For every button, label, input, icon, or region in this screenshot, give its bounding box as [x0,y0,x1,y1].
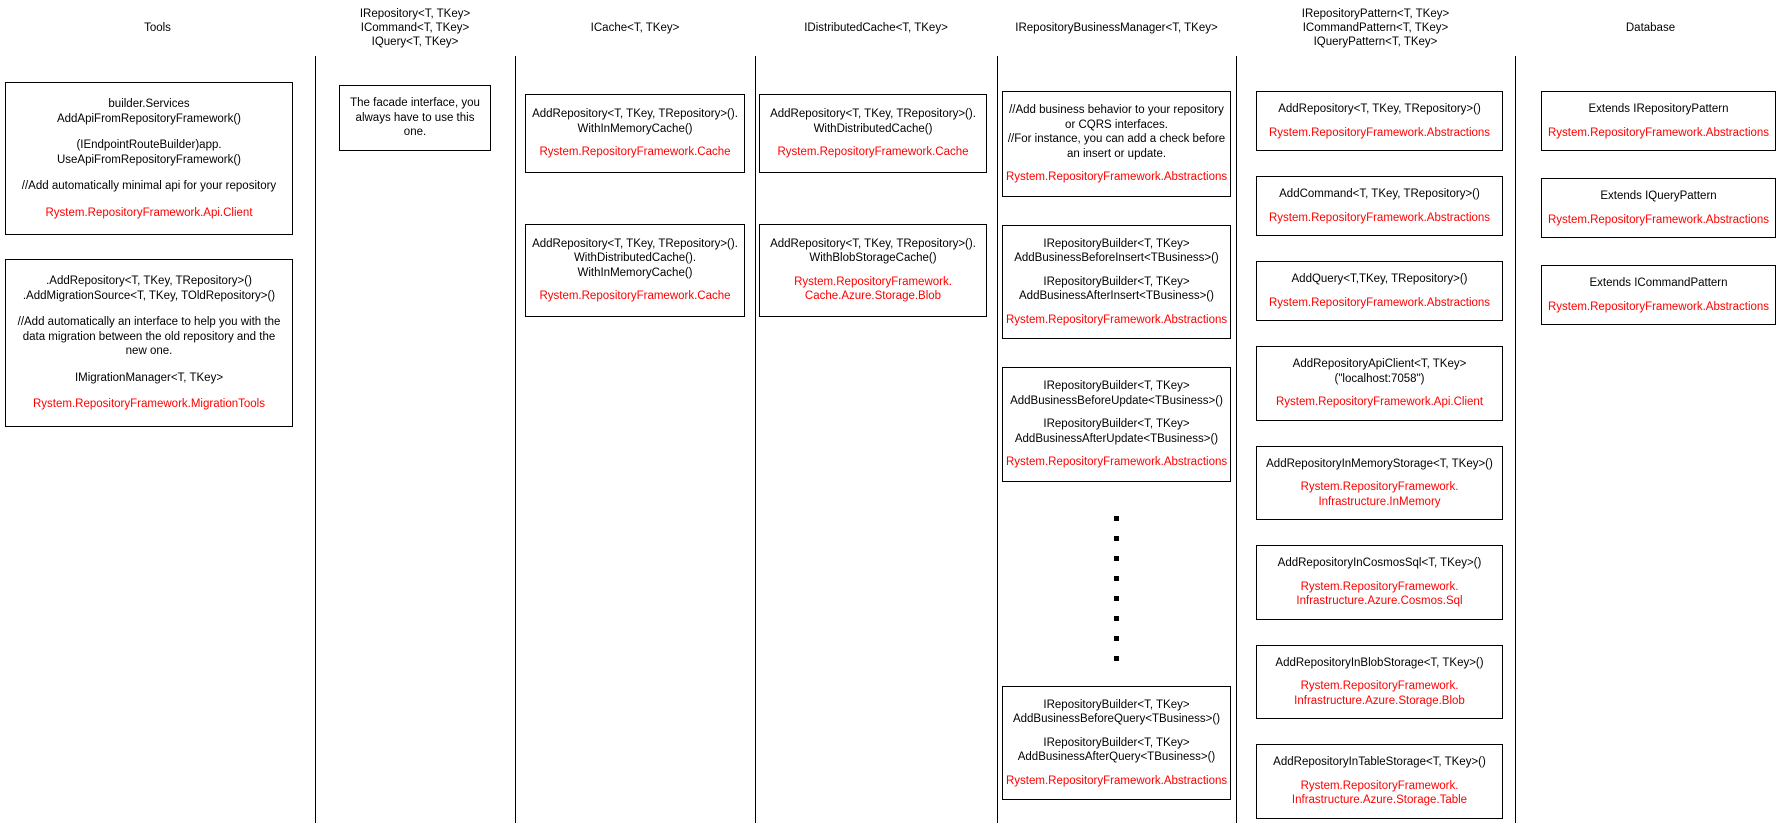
spacer [1006,727,1227,736]
code-line: AddRepository<T, TKey, TRepository>(). [532,108,738,120]
spacer [1261,202,1498,211]
column-header-line: IDistributedCache<T, TKey> [804,22,948,34]
code-line: IRepositoryBuilder<T, TKey> [1043,418,1190,430]
code-line: AddRepositoryInMemoryStorage<T, TKey>() [1266,457,1493,470]
column-body-repository-facade [315,62,515,151]
code-line: //Add automatically an interface to help you with the data migration between the old repository and the new one. [17,316,281,357]
namespace-label: Infrastructure.Azure.Storage.Blob [1294,694,1465,707]
code-line: IRepositoryBuilder<T, TKey> [1043,698,1190,711]
column-header-line: Tools [144,22,171,34]
code-line: WithInMemoryCache() [577,266,693,279]
diagram-box [1256,645,1503,720]
code-line: AddCommand<T, TKey, TRepository>() [1279,188,1480,200]
spacer [12,385,286,397]
vertical-dots-ellipsis [1114,516,1119,666]
namespace-label: Rystem.RepositoryFramework.Abstractions [1006,774,1228,787]
code-line: AddBusinessAfterInsert<TBusiness>() [1019,290,1214,302]
column-header-line: IRepositoryBusinessManager<T, TKey> [1015,22,1218,34]
code-line: Extends IQueryPattern [1600,190,1717,202]
diagram-box [5,82,293,235]
diagram-box [1256,91,1503,151]
namespace-label: Rystem.RepositoryFramework. [1300,481,1459,493]
column-repository-facade [315,0,515,837]
code-line: builder.Services [108,98,190,110]
diagram-box [339,85,491,151]
diagram-box [525,94,745,173]
column-distributed-cache [755,0,997,837]
spacer [12,126,286,138]
code-line: The facade interface, you always have to use this one. [350,97,480,138]
spacer [1006,304,1227,313]
column-pattern [1236,0,1515,837]
diagram-box [1256,446,1503,521]
diagram-box [1256,346,1503,421]
code-line: ("localhost:7058") [1334,372,1425,385]
column-header-line: ICommandPattern<T, TKey> [1302,22,1449,34]
code-line: IRepositoryBuilder<T, TKey> [1043,275,1190,288]
code-line: //Add business behavior to your repository or CQRS interfaces. [1009,104,1224,131]
code-line: AddBusinessAfterUpdate<TBusiness>() [1014,432,1219,445]
spacer [1546,204,1771,213]
column-header-database [1515,0,1786,62]
diagram-box [1256,545,1503,620]
diagram-box [1002,686,1231,801]
namespace-label: Infrastructure.Azure.Storage.Table [1291,794,1468,806]
code-line: AddRepositoryInBlobStorage<T, TKey>() [1275,656,1484,669]
column-header-tools [0,0,315,62]
code-line: .AddMigrationSource<T, TKey, TOldRepository>() [22,289,276,302]
column-header-repository-facade [315,0,515,62]
namespace-label: Rystem.RepositoryFramework.Abstractions [1547,213,1770,226]
column-header-pattern [1236,0,1515,62]
column-body-pattern [1236,62,1515,819]
code-line: .AddRepository<T, TKey, TRepository>() [46,275,252,287]
code-line: Extends ICommandPattern [1589,277,1728,289]
code-line: AddRepository<T, TKey, TRepository>() [1278,103,1481,115]
spacer [764,266,982,275]
spacer [12,167,286,179]
column-body-database [1515,62,1786,325]
namespace-label: Rystem.RepositoryFramework.Cache [777,146,969,158]
diagram-box [759,94,987,173]
spacer [530,280,740,289]
spacer [1261,471,1498,480]
namespace-label: Rystem.RepositoryFramework.Api.Client [45,206,253,219]
code-line: AddBusinessBeforeUpdate<TBusiness>() [1010,394,1223,407]
diagram-box [1002,91,1231,197]
code-line: //For instance, you can add a check before an insert or update. [1007,133,1226,160]
column-header-line: ICache<T, TKey> [590,22,680,34]
spacer [1261,117,1498,126]
code-line: IMigrationManager<T, TKey> [74,371,224,384]
namespace-label: Rystem.RepositoryFramework.Abstractions [1006,171,1228,183]
code-line: AddQuery<T,TKey, TRepository>() [1291,273,1468,285]
spacer [12,194,286,206]
diagram-box [525,224,745,317]
spacer [12,303,286,315]
code-line: IRepositoryBuilder<T, TKey> [1043,736,1190,749]
namespace-label: Rystem.RepositoryFramework.Cache [539,146,731,158]
diagram-box [1541,265,1776,325]
spacer [1006,765,1227,774]
namespace-label: Rystem.RepositoryFramework.Abstractions [1547,300,1770,313]
spacer [1546,291,1771,300]
code-line: WithDistributedCache() [813,122,933,135]
code-line: AddRepository<T, TKey, TRepository>(). [770,237,976,250]
diagram-box [759,224,987,317]
namespace-label: Rystem.RepositoryFramework. [1300,779,1459,792]
spacer [1261,770,1498,779]
spacer [1546,117,1771,126]
spacer [1261,670,1498,679]
namespace-label: Rystem.RepositoryFramework. [794,275,952,288]
code-line: WithDistributedCache(). [573,252,697,264]
spacer [1006,161,1227,170]
column-body-cache [515,62,755,317]
code-line: AddRepository<T, TKey, TRepository>(). [532,237,738,250]
namespace-label: Rystem.RepositoryFramework.Abstractions [1006,313,1228,326]
column-header-line: ICommand<T, TKey> [360,22,470,34]
spacer [530,136,740,145]
code-line: //Add automatically minimal api for your repository [21,180,277,192]
spacer [1006,266,1227,275]
column-business-manager [997,0,1236,837]
spacer [12,359,286,371]
namespace-label: Rystem.RepositoryFramework.Abstractions [1268,211,1491,224]
code-line: AddApiFromRepositoryFramework() [56,112,242,125]
column-header-line: IQuery<T, TKey> [371,36,459,48]
spacer [764,136,982,145]
column-header-line: IQueryPattern<T, TKey> [1313,36,1438,48]
namespace-label: Rystem.RepositoryFramework. [1300,580,1459,593]
diagram-box [1541,91,1776,151]
diagram-box [5,259,293,427]
code-line: AddRepository<T, TKey, TRepository>(). [770,108,976,120]
code-line: (IEndpointRouteBuilder)app. [76,139,222,151]
namespace-label: Rystem.RepositoryFramework.Api.Client [1275,396,1484,408]
code-line: WithInMemoryCache() [577,122,693,135]
spacer [1261,386,1498,395]
code-line: IRepositoryBuilder<T, TKey> [1043,380,1190,392]
column-header-business-manager [997,0,1236,62]
namespace-label: Infrastructure.Azure.Cosmos.Sql [1296,595,1463,607]
column-header-line: Database [1625,22,1676,34]
spacer [1261,571,1498,580]
diagram-box [1002,367,1231,482]
namespace-label: Rystem.RepositoryFramework.Abstractions [1006,456,1228,468]
column-header-line: IRepository<T, TKey> [359,8,471,20]
namespace-label: Rystem.RepositoryFramework.MigrationTools [33,398,265,410]
column-header-distributed-cache [755,0,997,62]
diagram-box [1541,178,1776,238]
column-database [1515,0,1786,837]
namespace-label: Rystem.RepositoryFramework.Abstractions [1268,126,1491,139]
code-line: UseApiFromRepositoryFramework() [56,153,242,166]
namespace-label: Infrastructure.InMemory [1318,495,1441,508]
spacer [1006,408,1227,417]
code-line: Extends IRepositoryPattern [1588,103,1729,115]
column-body-distributed-cache [755,62,997,317]
namespace-label: Rystem.RepositoryFramework.Abstractions [1547,126,1770,139]
code-line: AddBusinessBeforeQuery<TBusiness>() [1012,713,1221,725]
namespace-label: Cache.Azure.Storage.Blob [804,290,942,302]
column-body-business-manager [997,62,1236,800]
namespace-label: Rystem.RepositoryFramework. [1300,680,1459,692]
code-line: AddBusinessAfterQuery<TBusiness>() [1017,751,1216,763]
column-header-cache [515,0,755,62]
code-line: IRepositoryBuilder<T, TKey> [1043,237,1190,250]
code-line: AddBusinessBeforeInsert<TBusiness>() [1014,252,1219,264]
code-line: AddRepositoryInCosmosSql<T, TKey>() [1277,557,1482,569]
spacer [1261,287,1498,296]
namespace-label: Rystem.RepositoryFramework.Cache [539,290,731,302]
column-body-tools [0,62,315,427]
column-header-line: IRepositoryPattern<T, TKey> [1301,8,1450,20]
spacer [1006,446,1227,455]
diagram-box [1256,744,1503,819]
diagram-box [1256,176,1503,236]
code-line: AddRepositoryInTableStorage<T, TKey>() [1273,756,1486,768]
diagram-box [1002,225,1231,340]
code-line: AddRepositoryApiClient<T, TKey> [1292,358,1467,370]
column-cache [515,0,755,837]
code-line: WithBlobStorageCache() [809,252,937,264]
namespace-label: Rystem.RepositoryFramework.Abstractions [1268,296,1491,309]
diagram-box [1256,261,1503,321]
column-tools [0,0,315,837]
